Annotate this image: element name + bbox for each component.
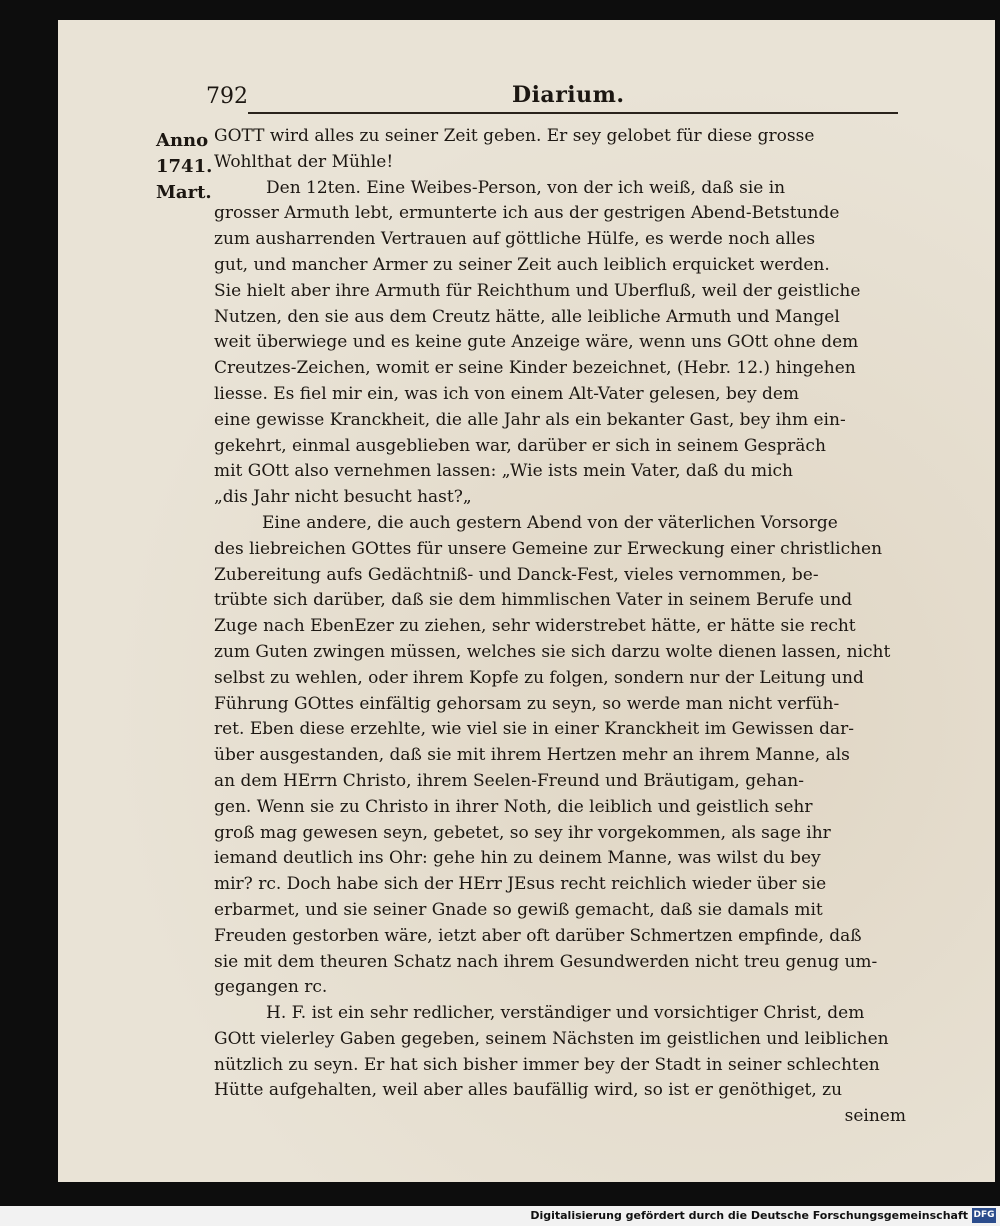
text-line: des liebreichen GOttes für unsere Gemeine zur Erweckung einer christlichen <box>214 538 883 559</box>
text-line: „dis Jahr nicht besucht hast?„ <box>214 487 472 508</box>
text-line: über ausgestanden, daß sie mit ihrem Hertzen mehr an ihrem Manne, als <box>214 745 850 766</box>
text-line: Führung GOttes einfältig gehorsam zu seyn, so werde man nicht verfüh- <box>214 693 840 714</box>
margin-anno: Anno <box>156 130 209 151</box>
text-line: Freuden gestorben wäre, ietzt aber oft darüber Schmertzen empfinde, daß <box>214 925 862 946</box>
page-header <box>206 78 906 118</box>
text-line: groß mag gewesen seyn, gebetet, so sey ihr vorgekommen, als sage ihr <box>214 822 831 843</box>
text-line: trübte sich darüber, daß sie dem himmlischen Vater in seinem Berufe und <box>214 590 853 611</box>
text-line: sie mit dem theuren Schatz nach ihrem Gesundwerden nicht treu genug um- <box>214 951 878 972</box>
text-line: mir? rc. Doch habe sich der HErr JEsus recht reichlich wieder über sie <box>214 874 827 895</box>
header-rule <box>248 112 898 114</box>
text-line: GOTT wird alles zu seiner Zeit geben. Er sey gelobet für diese grosse <box>214 126 815 146</box>
text-line: Sie hielt aber ihre Armuth für Reichthum und Uberfluß, weil der geistliche <box>214 280 861 301</box>
text-line: zum ausharrenden Vertrauen auf göttliche Hülfe, es werde noch alles <box>214 229 816 250</box>
text-line: gen. Wenn sie zu Christo in ihrer Noth, die leiblich und geistlich sehr <box>214 796 813 817</box>
text-line: Nutzen, den sie aus dem Creutz hätte, alle leibliche Armuth und Mangel <box>214 306 840 327</box>
text-line: GOtt vielerley Gaben gegeben, seinem Nächsten im geistlichen und leiblichen <box>214 1028 889 1049</box>
text-line: Zuge nach EbenEzer zu ziehen, sehr widerstrebet hätte, er hätte sie recht <box>214 616 856 637</box>
text-line: Zubereitung aufs Gedächtniß- und Danck-Fest, vieles vernommen, be- <box>214 564 819 585</box>
text-line: erbarmet, und sie seiner Gnade so gewiß gemacht, daß sie damals mit <box>214 899 823 920</box>
digitization-footer <box>0 1206 1000 1226</box>
body-text <box>214 124 906 1130</box>
text-line: gut, und mancher Armer zu seiner Zeit auch leiblich erquicket werden. <box>214 254 830 275</box>
dfg-logo-icon: DFG <box>972 1208 996 1223</box>
catchword: seinem <box>844 1106 906 1127</box>
margin-month: Mart. <box>156 182 212 203</box>
text-line: selbst zu wehlen, oder ihrem Kopfe zu folgen, sondern nur der Leitung und <box>214 667 864 688</box>
text-line: Hütte aufgehalten, weil aber alles baufällig wird, so ist er genöthiget, zu <box>214 1080 843 1101</box>
text-line: iemand deutlich ins Ohr: gehe hin zu deinem Manne, was wilst du bey <box>214 848 821 869</box>
text-line: an dem HErrn Christo, ihrem Seelen-Freund und Bräutigam, gehan- <box>214 770 804 791</box>
margin-notes <box>156 128 214 206</box>
text-line: eine gewisse Kranckheit, die alle Jahr als ein bekanter Gast, bey ihm ein- <box>214 409 846 430</box>
footer-credit: Digitalisierung gefördert durch die Deutsche Forschungsgemeinschaft <box>530 1209 968 1222</box>
text-line: gegangen rc. <box>214 977 328 998</box>
scanned-page <box>58 20 995 1182</box>
text-line: H. F. ist ein sehr redlicher, verständiger und vorsichtiger Christ, dem <box>266 1003 865 1024</box>
text-line: gekehrt, einmal ausgeblieben war, darüber er sich in seinem Gespräch <box>214 435 826 456</box>
text-line: Creutzes-Zeichen, womit er seine Kinder bezeichnet, (Hebr. 12.) hingehen <box>214 358 856 379</box>
text-line: Den 12ten. Eine Weibes-Person, von der ich weiß, daß sie in <box>266 177 786 198</box>
text-line: liesse. Es fiel mir ein, was ich von einem Alt-Vater gelesen, bey dem <box>214 383 800 404</box>
text-line: Wohlthat der Mühle! <box>214 151 394 172</box>
text-line: Eine andere, die auch gestern Abend von der väterlichen Vorsorge <box>262 512 838 533</box>
running-head: Diarium. <box>512 82 625 108</box>
text-line: mit GOtt also vernehmen lassen: „Wie ists mein Vater, daß du mich <box>214 461 793 482</box>
text-line: grosser Armuth lebt, ermunterte ich aus der gestrigen Abend-Betstunde <box>214 203 840 224</box>
page-number: 792 <box>206 84 248 109</box>
text-line: weit überwiege und es keine gute Anzeige wäre, wenn uns GOtt ohne dem <box>214 332 859 353</box>
text-line: ret. Eben diese erzehlte, wie viel sie in einer Kranckheit im Gewissen dar- <box>214 719 854 740</box>
text-line: zum Guten zwingen müssen, welches sie sich darzu wolte dienen lassen, nicht <box>214 641 891 662</box>
text-line: nützlich zu seyn. Er hat sich bisher immer bey der Stadt in seiner schlechten <box>214 1054 880 1075</box>
margin-year: 1741. <box>156 156 213 177</box>
